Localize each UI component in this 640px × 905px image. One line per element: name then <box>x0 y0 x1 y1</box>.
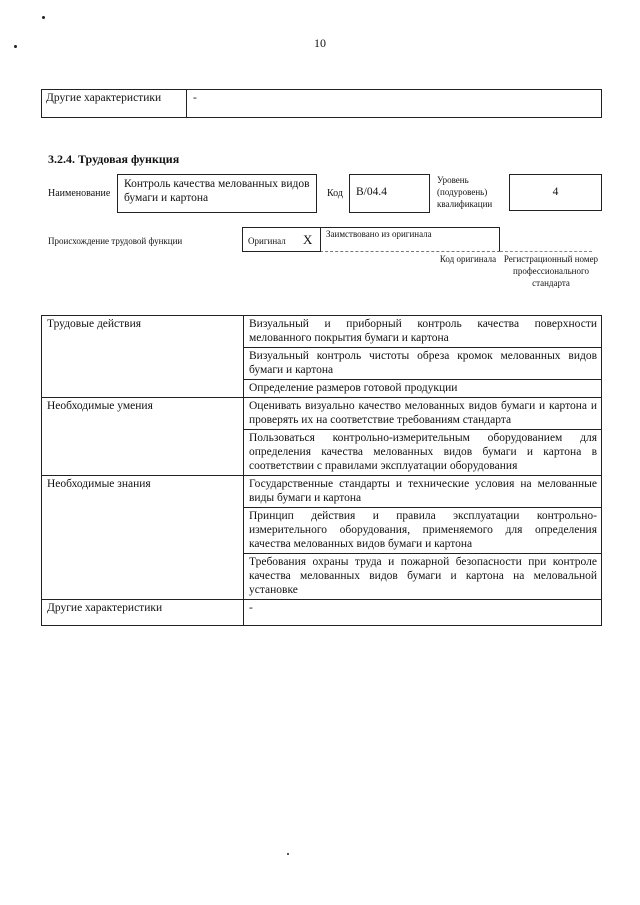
table-cell: Государственные стандарты и технические условия на мелованные виды бумаги и картона <box>244 476 602 508</box>
knowledge-label: Необходимые знания <box>42 476 244 600</box>
table-row <box>42 600 602 626</box>
top-characteristics-label: Другие характеристики <box>46 92 162 104</box>
table-cell: Визуальный контроль чистоты обреза кромок мелованных видов бумаги и картона <box>244 348 602 380</box>
original-label: Оригинал <box>248 236 286 246</box>
scan-dot <box>42 16 45 19</box>
table-cell: Пользоваться контрольно-измерительным оборудованием для определения качества мелованных видов бумаги и картона в соответствии с правилами эксплуатации оборудования <box>244 430 602 476</box>
original-mark: X <box>303 232 313 247</box>
page-number: 10 <box>314 36 326 50</box>
table-cell: Визуальный и приборный контроль качества поверхности мелованного покрытия бумаги и картона <box>244 316 602 348</box>
other-characteristics-label: Другие характеристики <box>42 600 244 626</box>
table-row <box>42 316 602 348</box>
name-label: Наименование <box>48 188 111 199</box>
table-cell: Принцип действия и правила эксплуатации контрольно-измерительного оборудования, применяемого для определения качества мелованных видов бумаги и картона <box>244 508 602 554</box>
code-value: B/04.4 <box>349 174 430 213</box>
labor-actions-label: Трудовые действия <box>42 316 244 398</box>
table-row <box>42 398 602 430</box>
level-label: Уровень (подуровень) квалификации <box>437 175 493 209</box>
registration-caption: Регистрационный номер профессионального стандарта <box>503 254 599 288</box>
scan-dot <box>287 853 289 855</box>
table-cell: Требования охраны труда и пожарной безопасности при контроле качества мелованных видов бумаги и картона на меловальной установке <box>244 554 602 600</box>
function-table <box>41 315 602 626</box>
top-characteristics-value: - <box>193 92 197 104</box>
table-row <box>42 476 602 508</box>
table-cell: - <box>244 600 602 626</box>
table-cell: Определение размеров готовой продукции <box>244 380 602 398</box>
level-value: 4 <box>509 174 602 211</box>
code-label: Код <box>327 188 343 199</box>
table-cell: Оценивать визуально качество мелованных видов бумаги и картона и проверять их на соответствие требованиям стандарта <box>244 398 602 430</box>
borrowed-label: Заимствовано из оригинала <box>326 229 432 239</box>
top-characteristics-row <box>41 89 602 118</box>
section-title: 3.2.4. Трудовая функция <box>48 152 180 166</box>
skills-label: Необходимые умения <box>42 398 244 476</box>
origin-label: Происхождение трудовой функции <box>48 236 183 246</box>
function-name: Контроль качества мелованных видов бумаги и картона <box>117 174 317 213</box>
code-original-caption: Код оригинала <box>439 254 497 264</box>
